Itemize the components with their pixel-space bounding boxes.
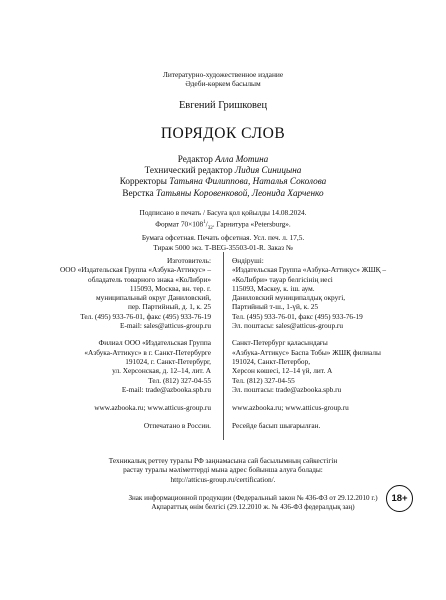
manufacturer-line: Тел. (495) 933-76-01, факс (495) 933-76-19 [80,311,211,321]
branch-line: Тел. (812) 327-04-55 [232,375,295,385]
branch-line: E-mail: trade@azbooka.spb.ru [121,384,211,394]
manufacturer-line: ООО «Издательская Группа «Азбука-Аттикус» – [59,265,211,275]
credit-layout [0,188,446,199]
credit-proofreaders [0,176,446,187]
manufacturer-line: Даниловский муниципалдық округі, [232,293,346,303]
credit-role: Верстка [122,187,154,198]
manufacturer-line: 115093, Москва, вн. тер. г. [129,283,211,293]
print-paper: Бумага офсетная. Печать офсетная. Усл. печ. л. 17,5. [141,233,305,243]
print-info-block [0,208,446,252]
branch-line: Филиал ООО «Издательская Группа [98,338,211,348]
manufacturer-line: пер. Партийный, д. 1, к. 25 [127,302,211,312]
credit-role: Редактор [177,154,213,164]
websites: www.azbooka.ru; www.atticus-group.ru [232,403,349,413]
tech-line: растау туралы мәліметтерді мына адрес бойынша алуға болады: [123,465,323,475]
credit-tech-editor [0,165,446,176]
tech-url: http://atticus-group.ru/certification/. [170,474,276,484]
branch-line: Санкт-Петербург қаласындағы [232,338,328,348]
branch-line: Тел. (812) 327-04-55 [148,375,211,385]
credit-name: Алла Мотина [215,154,269,164]
branch-line: «Азбука-Аттикус» Баспа Тобы» ЖШҚ филиалы [232,347,381,357]
branch-line: 191024, г. Санкт-Петербург, [125,356,211,366]
credit-name: Татьяны Коровенковой, Леонида Харченко [156,187,324,198]
credit-name: Татьяна Филиппова, Наталья Соколова [169,176,327,187]
branch-line: «Азбука-Аттикус» в г. Санкт-Петербурге [84,347,211,357]
book-title: ПОРЯДОК СЛОВ [160,125,286,142]
branch-line: ул. Херсонская, д. 12–14, лит. А [112,366,211,376]
format-numerator: 1 [203,219,206,225]
print-run: Тираж 5000 экз. Т-BEG-35503-01-R. Заказ № [153,242,293,252]
printed-in: Ресейде басып шығарылған. [232,421,321,431]
manufacturer-line: Тел. (495) 933-76-01, факс (495) 933-76-19 [232,311,363,321]
printed-in: Отпечатано в России. [143,421,211,431]
manufacturer-line: E-mail: sales@atticus-group.ru [119,321,211,331]
manufacturer-label: Өндіруші: [232,256,264,265]
branch-line: Херсон көшесі, 12–14 үй, лит. А [232,366,333,376]
manufacturer-line: «Издательская Группа «Азбука-Аттикус» ЖШҚ – [232,265,386,275]
age-rating-icon [386,485,413,512]
column-divider [223,252,224,440]
genre-kz: Әдеби-көркем басылым [185,79,261,89]
credit-editor [0,154,446,165]
branch-line: Эл. поштасы: trade@azbooka.spb.ru [232,384,342,394]
left-column-ru [1,256,211,431]
tech-regulation-block [0,456,446,484]
format-denominator: 32 [207,225,213,231]
credit-name: Лидия Синицына [234,165,302,176]
genre-ru: Литературно-художественное издание [162,70,284,79]
author-name: Евгений Гришковец [178,100,268,111]
manufacturer-label: Изготовитель: [166,256,211,265]
info-mark-ru: Знак информационной продукции (Федеральный закон № 436-ФЗ от 29.12.2010 г.) [128,494,378,502]
format-suffix: . Гарнитура «Petersburg». [212,219,291,229]
genre-block [0,70,446,89]
credits-block [0,154,446,199]
print-format: Формат $70\times 108^1/_{32}$. Гарнитура «Petersburg». [155,219,291,231]
credit-role: Корректоры [119,176,167,187]
info-mark-kz: Ақпараттық өнім белгісі (29.12.2010 ж. № 436-ФЗ федералдық заң) [151,502,355,511]
age-rating-label: 18+ [391,493,408,504]
right-column-kz [232,256,442,431]
format-prefix: Формат 70×108 [155,219,204,229]
manufacturer-line: 115093, Мәскеу, к. іш. аум. [232,283,315,293]
websites: www.azbooka.ru; www.atticus-group.ru [94,403,211,413]
manufacturer-line: обладатель товарного знака «КоЛибри» [88,274,211,284]
tech-line: Техникалық реттеу туралы РФ заңнамасына сай басылымның сәйкестігін [108,456,338,465]
info-mark-block [128,494,378,512]
manufacturer-line: Партийный т-ш., 1-үй, к. 25 [232,302,319,312]
branch-line: 191024, Санкт-Петербор, [232,356,311,366]
print-signed: Подписано в печать / Басуға қол қойылды 14.08.2024. [139,208,307,217]
credit-role: Технический редактор [144,165,233,176]
manufacturer-line: муниципальный округ Даниловский, [96,293,211,303]
manufacturer-line: «КоЛибри» тауар белгісінің иесі [232,274,333,284]
manufacturer-line: Эл. поштасы: sales@atticus-group.ru [232,321,343,331]
